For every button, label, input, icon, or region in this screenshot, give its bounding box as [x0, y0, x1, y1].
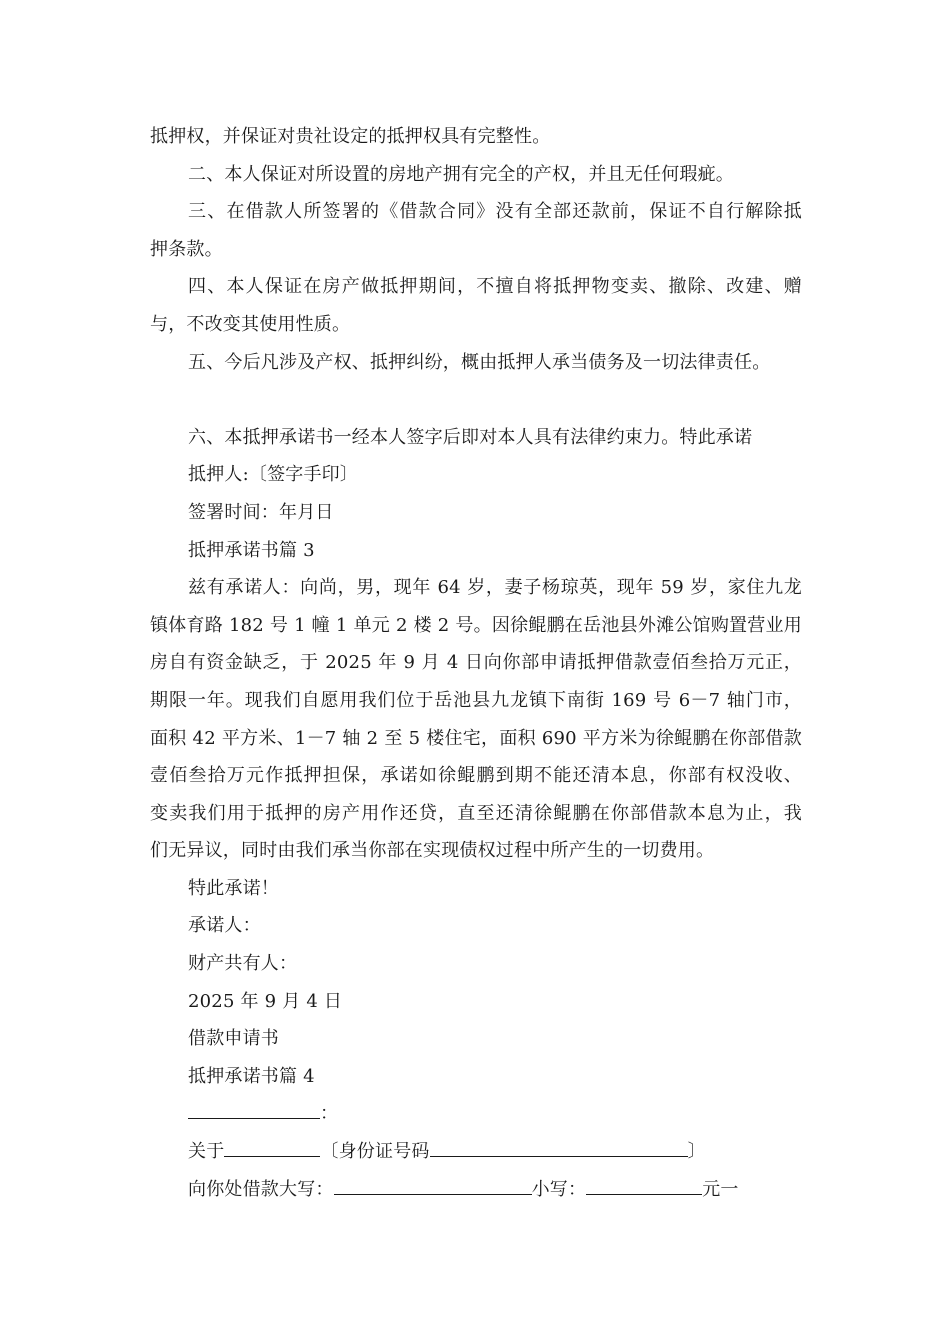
about-line — [150, 1133, 802, 1171]
loan-lower-blank[interactable] — [586, 1176, 702, 1195]
document-page — [150, 118, 802, 1208]
clause-4-continued: 与，不改变其使用性质。 — [150, 313, 351, 335]
mortgagor-signature: 抵押人:〔签字手印〕 — [188, 464, 359, 486]
body-line: 变卖我们用于抵押的房产用作还贷，直至还清徐鲲鹏在你部借款本息为止，我 — [150, 802, 802, 824]
document-date: 2025 年 9 月 4 日 — [188, 990, 343, 1012]
body-line: 壹佰叁拾万元作抵押担保，承诺如徐鲲鹏到期不能还清本息，你部有权没收、 — [150, 765, 802, 787]
body-line: 房自有资金缺乏，于 2025 年 9 月 4 日向你部申请抵押借款壹佰叁拾万元正， — [150, 652, 802, 674]
id-number-label: 〔身份证号码 — [320, 1141, 430, 1163]
loan-lower-label: 小写： — [531, 1178, 587, 1200]
loan-application-heading: 借款申请书 — [188, 1028, 279, 1050]
addressee-line — [150, 1095, 802, 1133]
body-line: 面积 42 平方米、1－7 轴 2 至 5 楼住宅，面积 690 平方米为徐鲲鹏在你部借款 — [150, 727, 802, 749]
addressee-colon: ： — [320, 1103, 339, 1125]
section-title-3: 抵押承诺书篇 3 — [188, 539, 315, 561]
body-line: 兹有承诺人：向尚，男，现年 64 岁，妻子杨琼英，现年 59 岁，家住九龙 — [188, 577, 802, 599]
id-number-close: 〕 — [687, 1141, 706, 1163]
co-owner-label: 财产共有人： — [188, 953, 298, 975]
closing-statement: 特此承诺！ — [188, 877, 279, 899]
clause-3-continued: 押条款。 — [150, 238, 223, 260]
section-title-4: 抵押承诺书篇 4 — [188, 1065, 315, 1087]
signing-date: 签署时间：年月日 — [188, 501, 334, 523]
clause-6: 六、本抵押承诺书一经本人签字后即对本人具有法律约束力。特此承诺 — [188, 426, 753, 448]
name-blank[interactable] — [224, 1138, 320, 1157]
loan-upper-blank[interactable] — [334, 1176, 532, 1195]
body-line: 期限一年。现我们自愿用我们位于岳池县九龙镇下南街 169 号 6－7 轴门市， — [150, 689, 802, 711]
blank-line — [150, 381, 802, 419]
paragraph-line: 抵押权，并保证对贵社设定的抵押权具有完整性。 — [150, 126, 551, 147]
promisor-label: 承诺人： — [188, 915, 261, 937]
loan-amount-line — [150, 1171, 802, 1209]
loan-upper-label: 向你处借款大写： — [188, 1178, 334, 1200]
id-number-blank[interactable] — [430, 1138, 688, 1157]
addressee-blank[interactable] — [188, 1100, 320, 1119]
clause-2: 二、本人保证对所设置的房地产拥有完全的产权，并且无任何瑕疵。 — [188, 163, 734, 185]
body-line: 们无异议，同时由我们承当你部在实现债权过程中所产生的一切费用。 — [150, 840, 715, 862]
clause-3: 三、在借款人所签署的《借款合同》没有全部还款前，保证不自行解除抵 — [188, 201, 802, 223]
yuan-suffix: 元一 — [702, 1178, 739, 1200]
clause-5: 五、今后凡涉及产权、抵押纠纷，概由抵押人承当债务及一切法律责任。 — [188, 351, 771, 373]
body-line: 镇体育路 182 号 1 幢 1 单元 2 楼 2 号。因徐鲲鹏在岳池县外滩公馆购置营业用 — [150, 614, 802, 636]
about-label: 关于 — [188, 1141, 225, 1163]
clause-4: 四、本人保证在房产做抵押期间，不擅自将抵押物变卖、撤除、改建、赠 — [188, 276, 802, 298]
